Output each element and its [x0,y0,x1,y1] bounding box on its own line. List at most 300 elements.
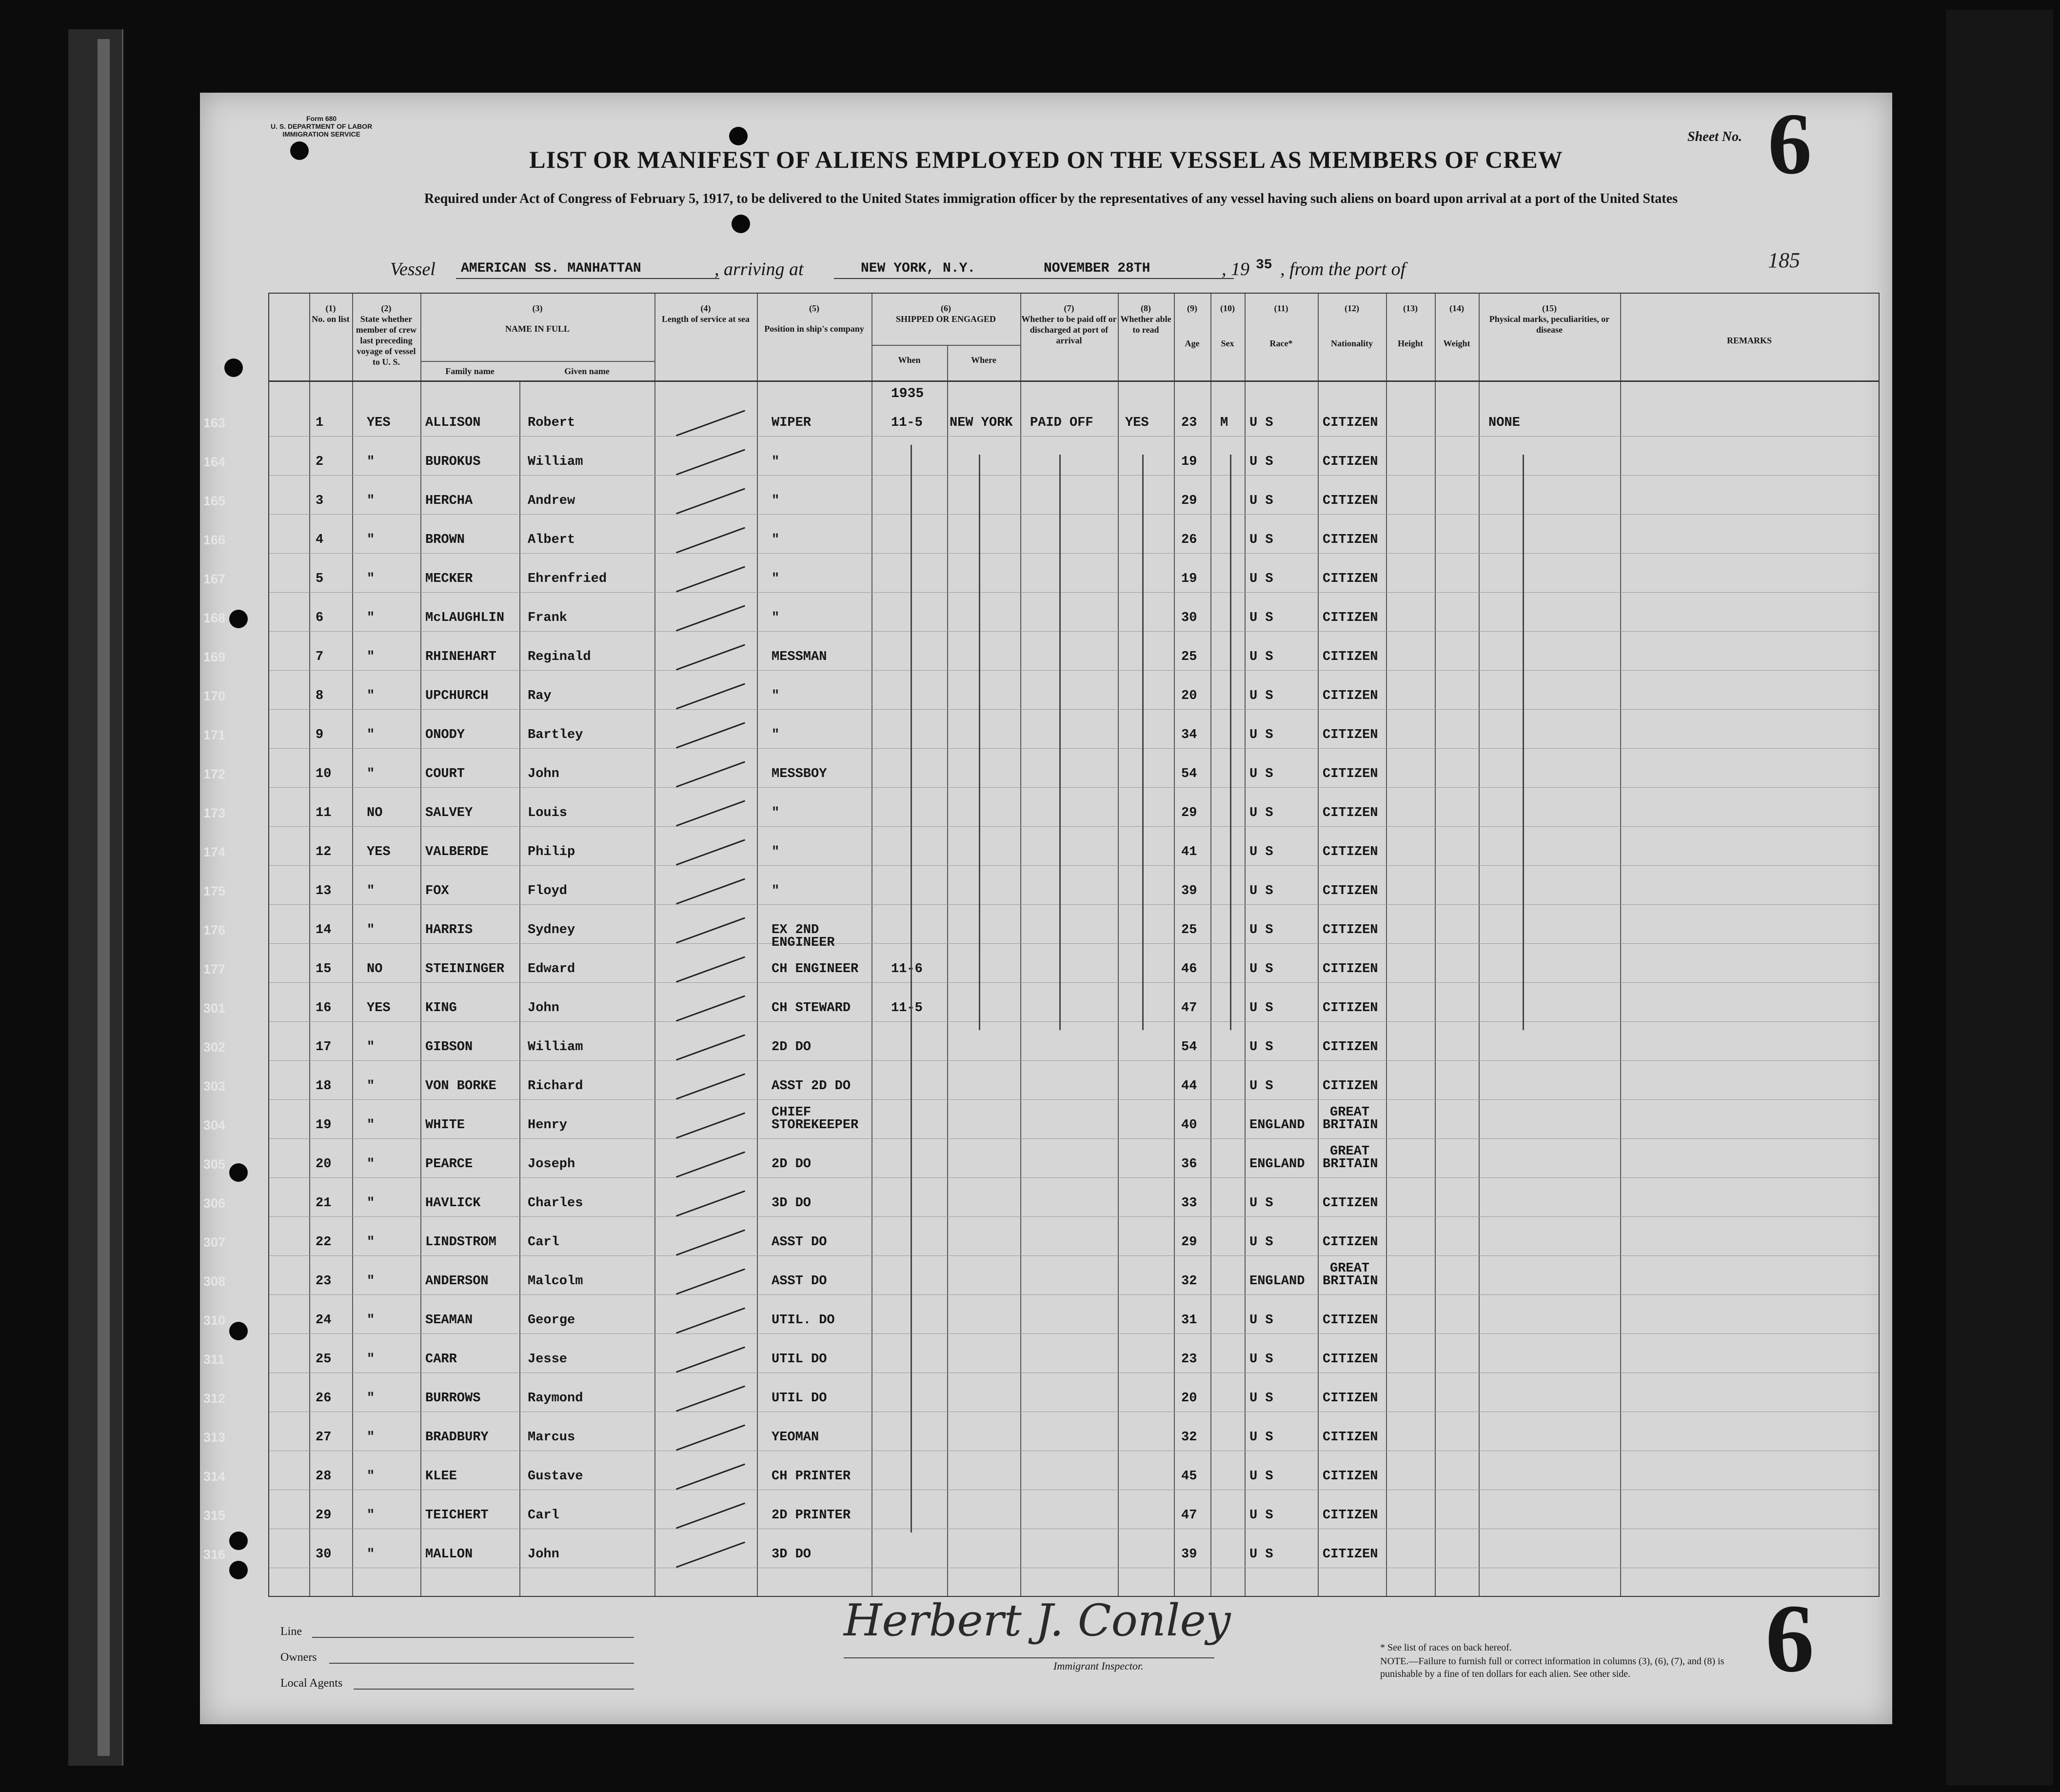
row-number: 5 [316,572,324,586]
race: U S [1249,1001,1273,1015]
binder-edge [68,29,123,1766]
race: ENGLAND [1249,1157,1305,1172]
service-tick-mark [676,1112,745,1138]
physical-marks: NONE [1488,416,1520,430]
age: 45 [1181,1469,1197,1484]
row-number: 23 [316,1274,332,1289]
position: MESSMAN [772,650,827,664]
age: 26 [1181,533,1197,547]
ditto-line [979,455,980,1030]
nationality: CITIZEN [1323,1469,1378,1484]
position: CH PRINTER [772,1469,851,1484]
nationality: CITIZEN [1323,1040,1378,1055]
family-name: SALVEY [425,806,473,820]
row-number: 28 [316,1469,332,1484]
service-tick-mark [676,1268,745,1294]
col-1-header: (1) No. on list [312,303,350,324]
service-tick-mark [676,566,745,592]
nationality: CITIZEN [1323,689,1378,703]
manifest-sheet [200,93,1892,1724]
service-tick-mark [676,1502,745,1529]
position: CH STEWARD [772,1001,851,1015]
inspector-label: Immigrant Inspector. [1053,1660,1144,1672]
family-name: BUROKUS [425,455,481,469]
previous-voyage: YES [367,416,391,430]
position: 2D DO [772,1040,812,1055]
given-name: Henry [528,1118,568,1133]
previous-voyage: " [367,533,375,547]
sheet-number: 6 [1768,95,1812,192]
family-name: BROWN [425,533,465,547]
position-line-above: CHIEF [772,1105,812,1120]
position: " [772,884,780,898]
row-ref: 301 [203,1001,226,1015]
ditto-line [911,445,912,1020]
form-number: Form 680 U. S. DEPARTMENT OF LABOR IMMIGRATION SERVICE [271,115,373,138]
age: 54 [1181,767,1197,781]
col-14-header: (14) Weight [1443,303,1470,348]
age: 41 [1181,845,1197,859]
service-tick-mark [676,683,745,709]
age: 40 [1181,1118,1197,1133]
family-name: STEININGER [425,962,505,976]
race: U S [1249,455,1273,469]
row-ref: 306 [203,1196,226,1211]
family-name: MECKER [425,572,473,586]
age: 44 [1181,1079,1197,1094]
family-name: McLAUGHLIN [425,611,505,625]
age: 20 [1181,1391,1197,1406]
age: 29 [1181,806,1197,820]
shipped-year: 1935 [891,386,924,401]
arrival-date: NOVEMBER 28TH [1044,261,1150,276]
sheet-label: Sheet No. [1687,129,1742,144]
given-name: Frank [528,611,568,625]
position: " [772,455,780,469]
row-ref: 307 [203,1235,226,1250]
given-name: Albert [528,533,575,547]
family-name: LINDSTROM [425,1235,496,1250]
age: 19 [1181,455,1197,469]
position: " [772,845,780,859]
position: " [772,689,780,703]
nationality: CITIZEN [1323,1508,1378,1523]
nationality: CITIZEN [1323,1313,1378,1328]
race: U S [1249,1196,1273,1211]
age: 46 [1181,962,1197,976]
previous-voyage: " [367,1547,375,1562]
service-tick-mark [676,1073,745,1099]
given-name: Raymond [528,1391,583,1406]
row-number: 10 [316,767,332,781]
race: U S [1249,884,1273,898]
age: 29 [1181,1235,1197,1250]
family-name: PEARCE [425,1157,473,1172]
nationality: CITIZEN [1323,1079,1378,1094]
from-label: , from the port of [1280,259,1406,279]
row-ref: 311 [203,1352,225,1367]
position: " [772,533,780,547]
service-tick-mark [676,1346,745,1373]
row-ref: 168 [203,611,226,625]
service-tick-mark [676,800,745,826]
race: ENGLAND [1249,1118,1305,1133]
row-ref: 308 [203,1274,226,1289]
local-agents-label: Local Agents [280,1677,343,1690]
family-name: RHINEHART [425,650,496,664]
row-ref: 170 [203,689,226,703]
position: CH ENGINEER [772,962,859,976]
family-name: SEAMAN [425,1313,473,1328]
family-name: ANDERSON [425,1274,489,1289]
age: 32 [1181,1430,1197,1445]
given-name: John [528,767,559,781]
position-line-2: ENGINEER [772,936,835,950]
race: U S [1249,1040,1273,1055]
nationality: CITIZEN [1323,767,1378,781]
nationality: CITIZEN [1323,806,1378,820]
previous-voyage: " [367,1274,375,1289]
row-ref: 315 [203,1508,226,1523]
family-name: TEICHERT [425,1508,489,1523]
remarks-header: REMARKS [1726,336,1772,345]
row-ref: 173 [203,806,226,820]
service-tick-mark [676,761,745,787]
family-name: ONODY [425,728,465,742]
col-10-header: (10) Sex [1220,303,1235,348]
col-8-header: (8) Whether able to read [1120,303,1171,335]
previous-voyage: " [367,767,375,781]
given-name: Floyd [528,884,568,898]
family-name: VALBERDE [425,845,489,859]
service-tick-mark [676,449,745,475]
previous-voyage: " [367,1430,375,1445]
nationality: CITIZEN [1323,962,1378,976]
vessel-name: AMERICAN SS. MANHATTAN [461,261,641,276]
position: EX 2ND [772,923,819,937]
family-name: GIBSON [425,1040,473,1055]
nationality: BRITAIN [1323,1157,1378,1172]
family-name: HERCHA [425,494,473,508]
given-name: Louis [528,806,568,820]
nationality: CITIZEN [1323,650,1378,664]
row-ref: 172 [203,767,226,781]
given-name: Marcus [528,1430,575,1445]
position: ASST DO [772,1235,827,1250]
nationality: CITIZEN [1323,1235,1378,1250]
row-ref: 169 [203,650,226,664]
given-name: Robert [528,416,575,430]
previous-voyage: " [367,455,375,469]
col-11-header: (11) Race* [1269,303,1293,348]
family-name: KLEE [425,1469,457,1484]
family-name: HARRIS [425,923,473,937]
nationality: CITIZEN [1323,884,1378,898]
position: UTIL DO [772,1352,827,1367]
age: 23 [1181,416,1197,430]
previous-voyage: " [367,1235,375,1250]
race: U S [1249,1313,1273,1328]
nationality-line-above: GREAT [1330,1105,1370,1120]
nationality: CITIZEN [1323,572,1378,586]
fine-note: NOTE.—Failure to furnish full or correct information in columns (3), (6), (7), and (8) is punishable by a fine of ten dollars for each alien. See other side. [1380,1656,1724,1679]
position: 3D DO [772,1196,812,1211]
col-9-header: (9) Age [1185,303,1200,348]
nationality: CITIZEN [1323,1001,1378,1015]
vessel-label: Vessel [390,259,436,279]
race: U S [1249,767,1273,781]
where-header: Where [971,355,996,365]
position: " [772,572,780,586]
family-name: VON BORKE [425,1079,496,1094]
service-tick-mark [676,1385,745,1412]
race: U S [1249,1430,1273,1445]
col-6-header: (6) SHIPPED OR ENGAGED [895,303,996,324]
previous-voyage: " [367,611,375,625]
row-ref: 176 [203,923,226,937]
position: UTIL. DO [772,1313,835,1328]
family-name: KING [425,1001,457,1015]
row-number: 13 [316,884,332,898]
scan-margin [1946,10,2053,1785]
service-tick-mark [676,1541,745,1568]
nationality: CITIZEN [1323,611,1378,625]
given-name: Jesse [528,1352,568,1367]
position: ASST 2D DO [772,1079,851,1094]
age: 25 [1181,923,1197,937]
col-13-header: (13) Height [1398,303,1423,348]
row-ref: 167 [203,572,226,586]
given-name: Ehrenfried [528,572,607,586]
nationality: CITIZEN [1323,494,1378,508]
row-number: 20 [316,1157,332,1172]
col-7-header: (7) Whether to be paid off or discharged at port of arrival [1021,303,1117,345]
race: U S [1249,650,1273,664]
service-tick-mark [676,1190,745,1216]
age: 39 [1181,1547,1197,1562]
race: U S [1249,962,1273,976]
handwritten-page-number: 185 [1768,248,1800,272]
service-tick-mark [676,1424,745,1451]
given-name: Richard [528,1079,583,1094]
race: U S [1249,416,1273,430]
given-name: Gustave [528,1469,583,1484]
race: U S [1249,728,1273,742]
nationality-line-above: GREAT [1330,1144,1370,1159]
position: UTIL DO [772,1391,827,1406]
paid-off: PAID OFF [1030,416,1093,430]
previous-voyage: " [367,1391,375,1406]
position: 3D DO [772,1547,812,1562]
row-ref: 177 [203,962,226,976]
age: 33 [1181,1196,1197,1211]
given-name: John [528,1547,559,1562]
col-2-header: (2) State whether member of crew last preceding voyage of vessel to U. S. [356,303,417,367]
service-tick-mark [676,1463,745,1490]
service-tick-mark [676,1034,745,1060]
previous-voyage: " [367,1196,375,1211]
ditto-line [1523,455,1524,1030]
punch-hole [729,127,748,145]
given-name: Reginald [528,650,591,664]
nationality: CITIZEN [1323,533,1378,547]
race: U S [1249,806,1273,820]
previous-voyage: " [367,1352,375,1367]
nationality: CITIZEN [1323,1196,1378,1211]
nationality: CITIZEN [1323,1547,1378,1562]
race: U S [1249,1469,1273,1484]
row-ref: 175 [203,884,226,898]
given-name: Ray [528,689,552,703]
punch-hole [229,610,248,628]
row-ref: 305 [203,1157,226,1172]
row-number: 2 [316,455,324,469]
nationality: BRITAIN [1323,1274,1378,1289]
race: U S [1249,1352,1273,1367]
position: " [772,806,780,820]
col-15-header: (15) Physical marks, peculiarities, or disease [1489,303,1610,335]
col-12-header: (12) Nationality [1330,303,1373,348]
previous-voyage: YES [367,1001,391,1015]
nationality: CITIZEN [1323,1352,1378,1367]
row-number: 26 [316,1391,332,1406]
position: STOREKEEPER [772,1118,859,1133]
service-tick-mark [676,956,745,982]
race: U S [1249,572,1273,586]
row-ref: 166 [203,533,226,547]
race: U S [1249,533,1273,547]
row-ref: 312 [203,1391,226,1406]
previous-voyage: " [367,1118,375,1133]
family-name: CARR [425,1352,457,1367]
previous-voyage: " [367,1508,375,1523]
shipped-when: 11-6 [891,962,923,976]
row-number: 15 [316,962,332,976]
line-label: Line [280,1625,302,1638]
arriving-label: , arriving at [714,259,804,279]
previous-voyage: YES [367,845,391,859]
nationality: CITIZEN [1323,923,1378,937]
given-name-header: Given name [564,366,610,376]
previous-voyage: NO [367,962,383,976]
service-tick-mark [676,995,745,1021]
col-4-header: (4) Length of service at sea [662,303,750,324]
age: 54 [1181,1040,1197,1055]
crew-table [203,293,1880,1597]
row-number: 4 [316,533,324,547]
sex: M [1220,416,1228,430]
age: 47 [1181,1508,1197,1523]
given-name: Carl [528,1508,559,1523]
previous-voyage: " [367,1040,375,1055]
age: 31 [1181,1313,1197,1328]
when-header: When [898,355,921,365]
family-name: FOX [425,884,449,898]
document-title: LIST OR MANIFEST OF ALIENS EMPLOYED ON THE VESSEL AS MEMBERS OF CREW [529,146,1563,173]
row-ref: 171 [203,728,226,742]
previous-voyage: " [367,1313,375,1328]
row-number: 14 [316,923,332,937]
nationality: CITIZEN [1323,845,1378,859]
row-ref: 313 [203,1430,226,1445]
row-number: 22 [316,1235,332,1250]
year-prefix: , 19 [1222,259,1249,279]
service-tick-mark [676,839,745,865]
position: 2D PRINTER [772,1508,851,1523]
age: 19 [1181,572,1197,586]
col-3-header: (3) NAME IN FULL [505,303,570,334]
given-name: William [528,455,583,469]
row-number: 30 [316,1547,332,1562]
family-name: HAVLICK [425,1196,481,1211]
row-number: 19 [316,1118,332,1133]
row-ref: 174 [203,845,226,859]
previous-voyage: " [367,689,375,703]
family-name-header: Family name [445,366,495,376]
position: 2D DO [772,1157,812,1172]
given-name: Philip [528,845,575,859]
service-tick-mark [676,527,745,553]
arrival-year: 35 [1256,258,1272,273]
service-tick-mark [676,917,745,943]
race: U S [1249,845,1273,859]
punch-hole [229,1561,248,1579]
position: " [772,728,780,742]
row-number: 29 [316,1508,332,1523]
row-number: 8 [316,689,324,703]
race: U S [1249,689,1273,703]
shipped-when: 11-5 [891,1001,923,1015]
family-name: COURT [425,767,465,781]
row-ref: 163 [203,416,226,430]
age: 47 [1181,1001,1197,1015]
previous-voyage: " [367,1079,375,1094]
arrival-port: NEW YORK, N.Y. [861,261,976,276]
row-number: 27 [316,1430,332,1445]
punch-hole [229,1532,248,1550]
nationality: CITIZEN [1323,1430,1378,1445]
row-number: 21 [316,1196,332,1211]
binder-edge-highlight [98,39,110,1756]
family-name: BRADBURY [425,1430,489,1445]
ditto-line [911,1006,912,1533]
service-tick-mark [676,1229,745,1255]
family-name: BURROWS [425,1391,481,1406]
row-ref: 165 [203,494,226,508]
race: U S [1249,1079,1273,1094]
age: 39 [1181,884,1197,898]
row-number: 25 [316,1352,332,1367]
footer-sheet-number: 6 [1765,1585,1814,1692]
age: 23 [1181,1352,1197,1367]
race: U S [1249,1391,1273,1406]
given-name: George [528,1313,575,1328]
age: 30 [1181,611,1197,625]
given-name: Carl [528,1235,559,1250]
previous-voyage: " [367,650,375,664]
family-name: ALLISON [425,416,481,430]
ditto-line [1059,455,1061,1030]
given-name: John [528,1001,559,1015]
ditto-line [1230,455,1231,1030]
row-number: 16 [316,1001,332,1015]
able-to-read: YES [1125,416,1149,430]
race: U S [1249,923,1273,937]
shipped-when: 11-5 [891,416,923,430]
punch-hole [224,358,243,377]
service-tick-mark [676,605,745,631]
shipped-where: NEW YORK [950,416,1013,430]
